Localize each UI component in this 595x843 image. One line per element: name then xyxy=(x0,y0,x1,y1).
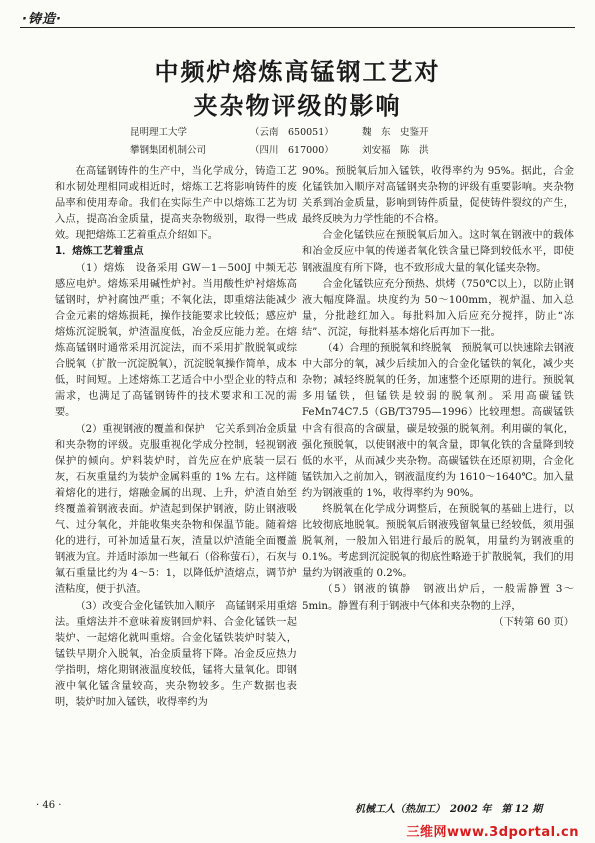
header-rule xyxy=(20,27,575,28)
article-title-line-1: 中频炉熔炼高锰钢工艺对 xyxy=(154,58,441,86)
body-paragraph: （1）熔炼 设备采用 GW－1－500J 中频无芯感应电炉。熔炼采用碱性炉衬。当用酸性炉衬熔炼高锰钢时，炉衬腐蚀严重；不氧化法，即重熔法能减少合金元素的熔炼损耗，操作技能要求比较低；感应炉熔炼沉淀脱氧，炉渣温度低，冶金反应能力差。在熔炼高锰钢时通常采用沉淀法，而不采用扩散脱氧或综合脱氧（扩散一沉淀脱氧），沉淀脱氧操作简单，成本低，时间短。上述熔炼工艺适合中小型企业的特点和需求，也满足了高锰钢铸件的技术要求和工况的需要。 xyxy=(55,262,297,419)
body-paragraph: （4）合理的预脱氧和终脱氧 预脱氧可以快速除去钢液中大部分的氧，减少后续加入的合金化锰铁的氧化，减少夹杂物；减轻终脱氧的任务，加速整个还原期的进行。预脱氧多用锰铁，但锰铁是较弱的脱氧剂。采用高碳锰铁 FeMn74C7.5（GB/T3795—1996）比较理想。高碳锰铁中含有很高的含碳量，碳是较强的脱氧剂。利用碳的氧化，强化预脱氧，以使钢液中的氧含量，即氧化铁的含量降到较低的水平，从而减少夹杂物。高碳锰铁在还原初期，合金化锰铁加入之前加入，钢液温度约为 1610～1640℃。加入量约为钢液重的 1%，收得率约为 90%。 xyxy=(302,343,574,499)
body-paragraph: 90%。预脱氧后加入锰铁，收得率约为 95%。据此，合金化锰铁加入顺序对高锰钢夹杂物的评级有重要影响。夹杂物关系到冶金质量，影响到铸件质量，促使铸件裂纹的产生，最终反映为力学性能的不合格。 xyxy=(302,166,574,226)
watermark: 三维网www.3dportal.cn xyxy=(406,825,579,840)
affiliation-row-2 xyxy=(130,142,550,156)
body-paragraph: 合金化锰铁应充分预热、烘烤（750℃以上），以防止钢液大幅度降温。块度约为 50～100mm，视炉温、加入总量，分批趁红加入。每批料加入后应充分搅拌，防止“冻结”、沉淀，每批料基本熔化后再加下一批。 xyxy=(302,278,574,338)
affiliation-authors: 魏 东 史鉴开 xyxy=(362,127,429,138)
body-paragraph: 终脱氧在化学成分调整后，在预脱氧的基础上进行，以比较彻底地脱氧。预脱氧后钢液残留氧量已经较低，须用强脱氧剂，一般加入铝进行最后的脱氧，用量约为钢液重的 0.1%。考虑到沉淀脱氧的彻底性略逊于扩散脱氧，我们的用量约为钢液重的 0.2%。 xyxy=(302,503,574,580)
section-heading: 1．熔炼工艺着重点 xyxy=(55,246,144,258)
page-number: · 46 · xyxy=(36,800,62,811)
body-paragraph: （2）重视钢液的覆盖和保护 它关系到冶金质量和夹杂物的评级。克服重视化学成分控制，轻视钢液保护的倾向。炉料装炉时，首先应在炉底装一层石灰，石灰重量约为装炉金属料重的 1% 左右。这样随着熔化的进行，熔融金属的出现、上升，炉渣自始至终覆盖着钢液表面。炉渣起到保护钢液，防止钢液吸气、过分氧化，并能收集夹杂物和保温节能。随着熔化的进行，可补加适量石灰，渣量以炉渣能全面覆盖钢液为宜。并适时添加一些氟石（俗称萤石），石灰与氟石重量比约为 4～5：1，以降低炉渣熔点，调节炉渣粘度，便于扒渣。 xyxy=(55,423,297,596)
right-column xyxy=(302,164,574,631)
article-title-line-2: 夹杂物评级的影响 xyxy=(193,92,402,120)
section-tag: ·铸造· xyxy=(22,12,62,27)
body-paragraph: （5）钢液的镇静 钢液出炉后，一般需静置 3～5min。静置有利于钢液中气体和夹杂物的上浮， xyxy=(302,584,574,612)
affiliation-row-1 xyxy=(130,124,550,138)
left-column xyxy=(55,164,297,711)
affiliation-place: （四川 617000） xyxy=(250,145,334,156)
affiliation-authors: 刘安福 陈 洪 xyxy=(362,145,429,156)
affiliation-org: 攀钢集团机制公司 xyxy=(130,145,207,156)
body-paragraph: 合金化锰铁应在预脱氧后加入。这时氧在钢液中的载体和冶金反应中氧的传递者氧化铁含量已降到较低水平，即使钢液温度有所下降，也不致形成大量的氧化锰夹杂物。 xyxy=(302,230,574,274)
affiliation-org: 昆明理工大学 xyxy=(130,127,188,138)
affiliation-place: （云南 650051） xyxy=(250,127,334,138)
body-paragraph: 在高锰钢铸件的生产中，当化学成分，铸造工艺和水韧处理相同或相近时，熔炼工艺将影响铸件的废品率和使用寿命。我们在实际生产中以熔炼工艺为切入点，提高冶金质量，提高夹杂物级别，取得一些成效。现把熔炼工艺着重点介绍如下。 xyxy=(55,166,297,242)
continuation-note: （下转第 60 页） xyxy=(493,616,574,628)
body-paragraph: （3）改变合金化锰铁加入顺序 高锰钢采用重熔法。重熔法并不意味着废钢回炉料、合金化锰铁一起装炉、一起熔化就叫重熔。合金化锰铁装炉时装入，锰铁早期介入脱氧，冶金质量将下降。冶金反应热力学指明，熔化期钢液温度较低，锰将大量氧化。即钢液中氧化锰含量较高，夹杂物较多。生产数据也表明，装炉时加入锰铁，收得率约为 xyxy=(55,600,297,709)
journal-info: 机械工人（热加工） 2002 年 第 12 期 xyxy=(355,804,543,815)
